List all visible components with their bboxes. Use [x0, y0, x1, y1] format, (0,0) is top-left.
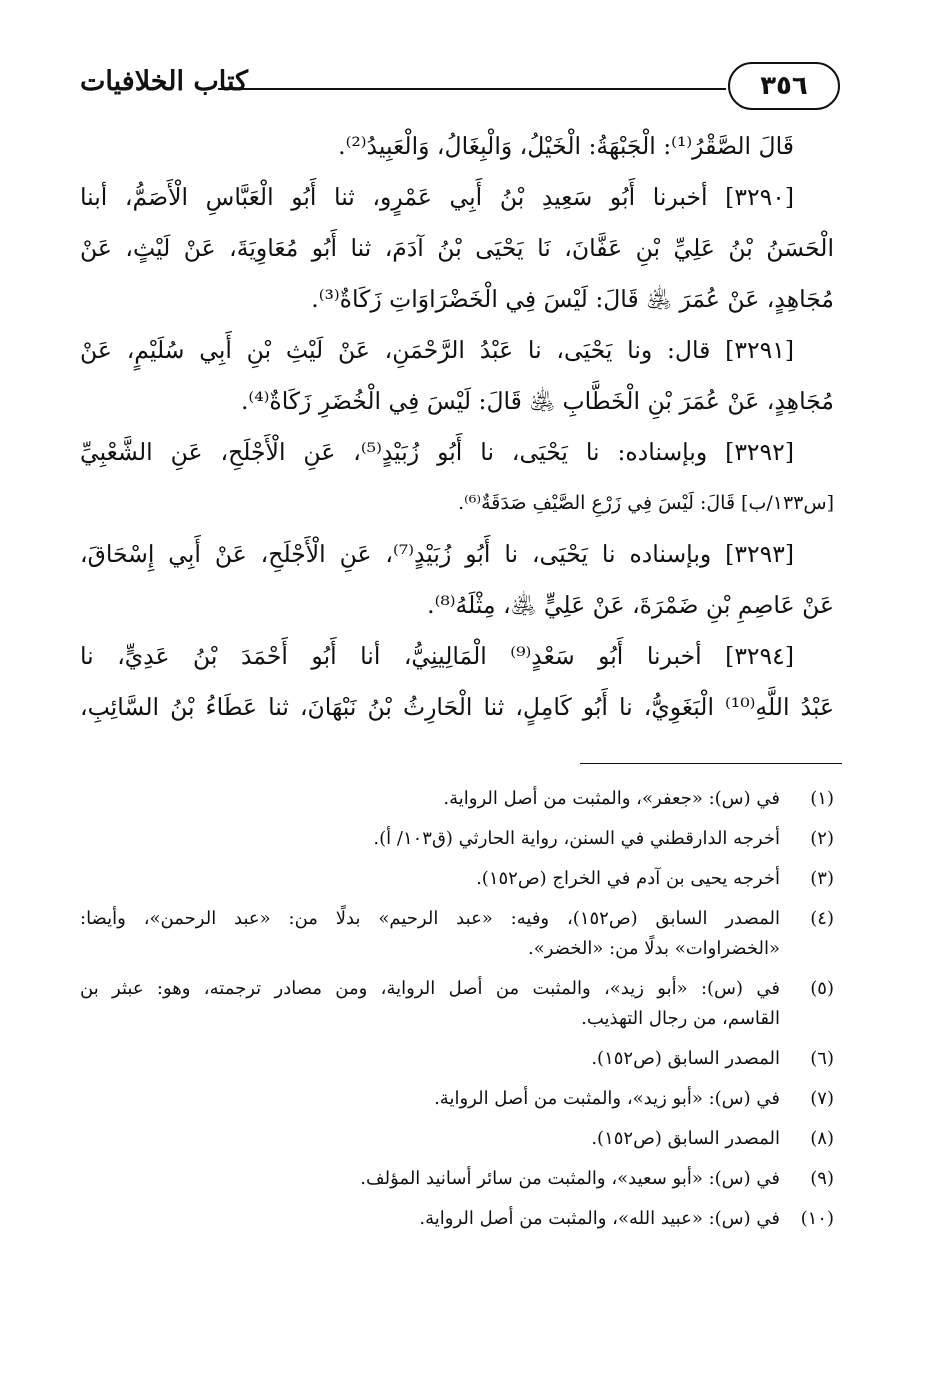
text-line: [٣٢٩٤] أخبرنا أَبُو سَعْدٍ⁽⁹⁾ الْمَالِينِيُّ، أنا أَبُو أَحْمَدَ بْنُ عَدِيٍّ، نا	[80, 642, 794, 670]
footnote-text: «الخضراوات» بدلًا من: «الخضر».	[528, 938, 780, 959]
text-line: الْحَسَنُ بْنُ عَلِيِّ بْنِ عَفَّانَ، نَا يَحْيَى بْنُ آدَمَ، ثنا أَبُو مُعَاوِيَةَ، عَنْ لَيْثٍ، عَنْ	[80, 234, 834, 262]
footnote-text: المصدر السابق (ص١٥٢)، وفيه: «عبد الرحيم» بدلًا من: «عبد الرحمن»، وأيضا:	[80, 908, 781, 929]
text-line: [٣٢٩٣] وبإسناده نا يَحْيَى، نا أَبُو زُبَيْدٍ⁽⁷⁾، عَنِ الْأَجْلَحِ، عَنْ أَبِي إِسْحَاقَ،	[80, 540, 794, 568]
text-line: [٣٢٩٠] أخبرنا أَبُو سَعِيدِ بْنُ أَبِي عَمْرٍو، ثنا أَبُو الْعَبَّاسِ الْأَصَمُّ، أبنا	[80, 183, 794, 211]
footnote-text: المصدر السابق (ص١٥٢).	[591, 1128, 780, 1149]
text-line: [٣٢٩١] قال: ونا يَحْيَى، نا عَبْدُ الرَّحْمَنِ، عَنْ لَيْثِ بْنِ أَبِي سُلَيْمٍ، عَنْ	[80, 336, 794, 364]
footnote-number: (٣)	[810, 868, 834, 889]
footnote-text: في (س): «أبو زيد»، والمثبت من أصل الرواية.	[434, 1088, 780, 1109]
page-header	[80, 58, 840, 118]
text-line: عَنْ عَاصِمِ بْنِ ضَمْرَةَ، عَنْ عَلِيٍّ ﵁، مِثْلَهُ⁽⁸⁾.	[427, 591, 834, 619]
footnote-number: (١٠)	[800, 1208, 834, 1229]
main-text	[80, 125, 834, 737]
text-line: عَبْدُ اللَّهِ⁽¹⁰⁾ الْبَغَوِيُّ، نا أَبُو كَامِلٍ، ثنا الْحَارِثُ بْنُ نَبْهَانَ، ثنا عَطَاءُ بْنُ السَّائِبِ،	[80, 693, 834, 721]
text-line: قَالَ الصَّقْرُ⁽¹⁾: الْجَبْهَةُ: الْخَيْلُ، وَالْبِغَالُ، وَالْعَبِيدُ⁽²⁾.	[338, 132, 794, 160]
footnote-text: أخرجه يحيى بن آدم في الخراج (ص١٥٢).	[476, 868, 780, 889]
footnote-number: (١)	[810, 788, 834, 809]
footnote-item	[80, 784, 834, 814]
footnote-item	[80, 1164, 834, 1194]
text-line: مُجَاهِدٍ، عَنْ عُمَرَ بْنِ الْخَطَّابِ ﵁ قَالَ: لَيْسَ فِي الْخُضَرِ زَكَاةٌ⁽⁴⁾.	[240, 387, 834, 415]
footnote-text: أخرجه الدارقطني في السنن، رواية الحارثي (ق١٠٣/ أ).	[373, 828, 780, 849]
footnote-text: المصدر السابق (ص١٥٢).	[591, 1048, 780, 1069]
footnote-number: (٧)	[810, 1088, 834, 1109]
footnote-item	[80, 1124, 834, 1154]
footnote-item	[80, 904, 834, 964]
footnote-text: في (س): «جعفر»، والمثبت من أصل الرواية.	[443, 788, 780, 809]
text-line: [٣٢٩٢] وبإسناده: نا يَحْيَى، نا أَبُو زُبَيْدٍ⁽⁵⁾، عَنِ الْأَجْلَحِ، عَنِ الشَّعْبِيِّ	[80, 438, 794, 466]
footnote-item	[80, 1084, 834, 1114]
footnote-item	[80, 974, 834, 1034]
footnote-item	[80, 864, 834, 894]
footnote-text: القاسم، من رجال التهذيب.	[581, 1008, 780, 1029]
footnote-text: في (س): «عبيد الله»، والمثبت من أصل الرواية.	[419, 1208, 780, 1229]
text-line: [س١٣٣/ب] قَالَ: لَيْسَ فِي زَرْعِ الصَّيْفِ صَدَقَةٌ⁽⁶⁾.	[458, 492, 834, 514]
page-number: ٣٥٦	[728, 62, 840, 110]
footnote-number: (٢)	[810, 828, 834, 849]
footnote-number: (٩)	[810, 1168, 834, 1189]
footnote-number: (٦)	[810, 1048, 834, 1069]
footnote-item	[80, 1044, 834, 1074]
footnote-text: في (س): «أبو زيد»، والمثبت من أصل الرواية، ومن مصادر ترجمته، وهو: عبثر بن	[80, 978, 780, 999]
footnote-number: (٤)	[810, 908, 834, 929]
header-rule	[218, 88, 726, 90]
footnote-separator	[580, 763, 842, 764]
footnotes	[80, 784, 834, 1244]
footnote-text: في (س): «أبو سعيد»، والمثبت من سائر أسانيد المؤلف.	[360, 1168, 780, 1189]
book-title: كتاب الخلافيات	[80, 66, 249, 97]
footnote-number: (٨)	[810, 1128, 834, 1149]
footnote-item	[80, 824, 834, 854]
footnote-number: (٥)	[810, 978, 834, 999]
text-line: مُجَاهِدٍ، عَنْ عُمَرَ ﵁ قَالَ: لَيْسَ فِي الْخَضْرَاوَاتِ زَكَاةٌ⁽³⁾.	[311, 285, 834, 313]
footnote-item	[80, 1204, 834, 1234]
